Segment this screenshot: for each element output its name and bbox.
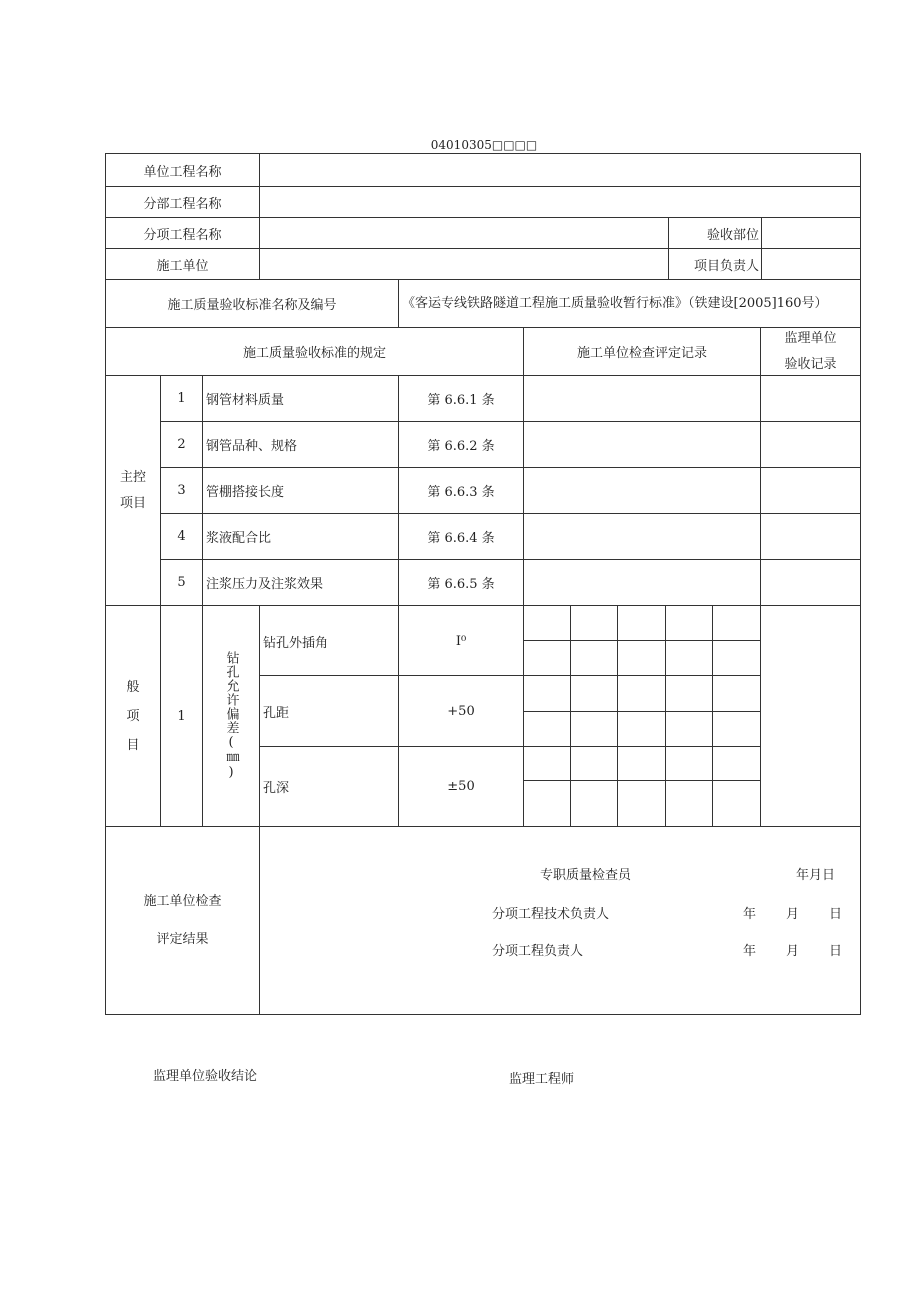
supervision-record-header	[761, 328, 860, 376]
main-item-5-name: 注浆压力及注浆效果	[203, 560, 399, 606]
main-item-2-supervision[interactable]	[761, 422, 860, 468]
measurement-cell[interactable]	[713, 747, 761, 781]
main-item-2-no: 2	[161, 422, 203, 468]
construction-unit-label: 施工单位	[106, 249, 260, 280]
inspector-date: 年月日	[796, 868, 836, 883]
tech-leader-month: 月	[786, 907, 800, 922]
measurement-cell[interactable]	[524, 606, 571, 641]
main-item-3-record[interactable]	[524, 468, 761, 514]
standard-value: 《客运专线铁路隧道工程施工质量验收暂行标准》（铁建设[2005]160号）	[399, 280, 860, 328]
main-item-5-record[interactable]	[524, 560, 761, 606]
subitem-leader-label: 分项工程负责人	[492, 944, 584, 959]
measurement-cell[interactable]	[524, 641, 571, 676]
general-item-2-name: 孔距	[260, 676, 399, 747]
general-supervision-record[interactable]	[761, 606, 860, 827]
measurement-cell[interactable]	[571, 606, 618, 641]
main-item-5-no: 5	[161, 560, 203, 606]
subitem-project-name-value[interactable]	[260, 218, 669, 249]
measurement-cell[interactable]	[713, 712, 761, 747]
general-label-1: 般	[126, 679, 140, 695]
supervision-record-header-line1: 监理单位	[784, 330, 837, 346]
measurement-cell[interactable]	[666, 712, 713, 747]
tech-leader-day: 日	[829, 907, 843, 922]
general-item-no: 1	[161, 606, 203, 827]
general-label	[106, 606, 161, 827]
main-item-1-clause: 第 6.6.1 条	[399, 376, 524, 422]
main-control-label	[106, 376, 161, 606]
main-item-4-record[interactable]	[524, 514, 761, 560]
general-label-3: 目	[126, 737, 140, 753]
unit-project-name-value[interactable]	[260, 154, 860, 187]
unit-project-name-label: 单位工程名称	[106, 154, 260, 187]
supervision-record-header-line2: 验收记录	[784, 356, 837, 372]
main-item-5-supervision[interactable]	[761, 560, 860, 606]
main-item-2-clause: 第 6.6.2 条	[399, 422, 524, 468]
main-item-1-record[interactable]	[524, 376, 761, 422]
drilling-tolerance-group	[203, 606, 260, 827]
tech-leader-year: 年	[743, 907, 757, 922]
measurement-cell[interactable]	[618, 606, 666, 641]
measurement-cell[interactable]	[571, 747, 618, 781]
main-control-label-line1: 主控	[119, 469, 146, 485]
main-item-4-no: 4	[161, 514, 203, 560]
measurement-cell[interactable]	[666, 781, 713, 827]
measurement-cell[interactable]	[571, 781, 618, 827]
measurement-cell[interactable]	[524, 676, 571, 712]
inspector-label: 专职质量检查员	[540, 868, 632, 883]
measurement-cell[interactable]	[571, 676, 618, 712]
subitem-project-name-label: 分项工程名称	[106, 218, 260, 249]
general-item-3-tolerance: ±50	[399, 747, 524, 827]
measurement-cell[interactable]	[524, 747, 571, 781]
main-item-4-name: 浆液配合比	[203, 514, 399, 560]
result-label-line2: 评定结果	[156, 931, 209, 947]
main-item-3-supervision[interactable]	[761, 468, 860, 514]
measurement-cell[interactable]	[571, 641, 618, 676]
division-project-name-value[interactable]	[260, 187, 860, 218]
measurement-cell[interactable]	[666, 747, 713, 781]
general-item-1-name: 钻孔外插角	[260, 606, 399, 676]
construction-unit-value[interactable]	[260, 249, 669, 280]
main-item-2-record[interactable]	[524, 422, 761, 468]
acceptance-location-label: 验收部位	[669, 218, 762, 249]
general-item-2-tolerance: +50	[399, 676, 524, 747]
standard-label: 施工质量验收标准名称及编号	[106, 280, 399, 328]
measurement-cell[interactable]	[618, 747, 666, 781]
measurement-cell[interactable]	[524, 712, 571, 747]
general-item-1-tolerance: I⁰	[399, 606, 524, 676]
main-item-1-no: 1	[161, 376, 203, 422]
main-item-3-no: 3	[161, 468, 203, 514]
main-item-5-clause: 第 6.6.5 条	[399, 560, 524, 606]
measurement-cell[interactable]	[666, 676, 713, 712]
standard-provisions-header: 施工质量验收标准的规定	[106, 328, 524, 376]
form-code: 04010305□□□□	[430, 138, 538, 152]
measurement-cell[interactable]	[618, 781, 666, 827]
general-item-3-name: 孔深	[260, 747, 399, 827]
general-label-2: 项	[126, 708, 140, 724]
result-label	[106, 827, 260, 1014]
project-leader-value[interactable]	[762, 249, 860, 280]
measurement-cell[interactable]	[713, 781, 761, 827]
subitem-leader-month: 月	[786, 944, 800, 959]
tech-leader-label: 分项工程技术负责人	[492, 907, 610, 922]
main-item-3-name: 管棚搭接长度	[203, 468, 399, 514]
construction-record-header: 施工单位检查评定记录	[524, 328, 761, 376]
measurement-cell[interactable]	[713, 606, 761, 641]
main-item-1-name: 钢管材料质量	[203, 376, 399, 422]
subitem-leader-year: 年	[743, 944, 757, 959]
supervision-engineer-label: 监理工程师	[509, 1072, 575, 1087]
main-item-1-supervision[interactable]	[761, 376, 860, 422]
main-item-3-clause: 第 6.6.3 条	[399, 468, 524, 514]
measurement-cell[interactable]	[571, 712, 618, 747]
subitem-leader-day: 日	[829, 944, 843, 959]
measurement-cell[interactable]	[713, 641, 761, 676]
project-leader-label: 项目负责人	[669, 249, 762, 280]
supervision-conclusion-label: 监理单位验收结论	[153, 1069, 258, 1084]
main-item-4-clause: 第 6.6.4 条	[399, 514, 524, 560]
measurement-cell[interactable]	[524, 781, 571, 827]
measurement-cell[interactable]	[618, 676, 666, 712]
main-control-label-line2: 项目	[119, 495, 146, 511]
acceptance-form-table	[105, 153, 861, 1015]
main-item-2-name: 钢管品种、规格	[203, 422, 399, 468]
drilling-tolerance-group-label: 钻孔允许偏差(㎜)	[223, 651, 239, 781]
measurement-cell[interactable]	[666, 641, 713, 676]
result-signature-area	[260, 827, 860, 1014]
measurement-cell[interactable]	[618, 641, 666, 676]
result-label-line1: 施工单位检查	[143, 893, 222, 909]
main-item-4-supervision[interactable]	[761, 514, 860, 560]
acceptance-location-value[interactable]	[762, 218, 860, 249]
measurement-cell[interactable]	[713, 676, 761, 712]
division-project-name-label: 分部工程名称	[106, 187, 260, 218]
measurement-cell[interactable]	[666, 606, 713, 641]
measurement-cell[interactable]	[618, 712, 666, 747]
